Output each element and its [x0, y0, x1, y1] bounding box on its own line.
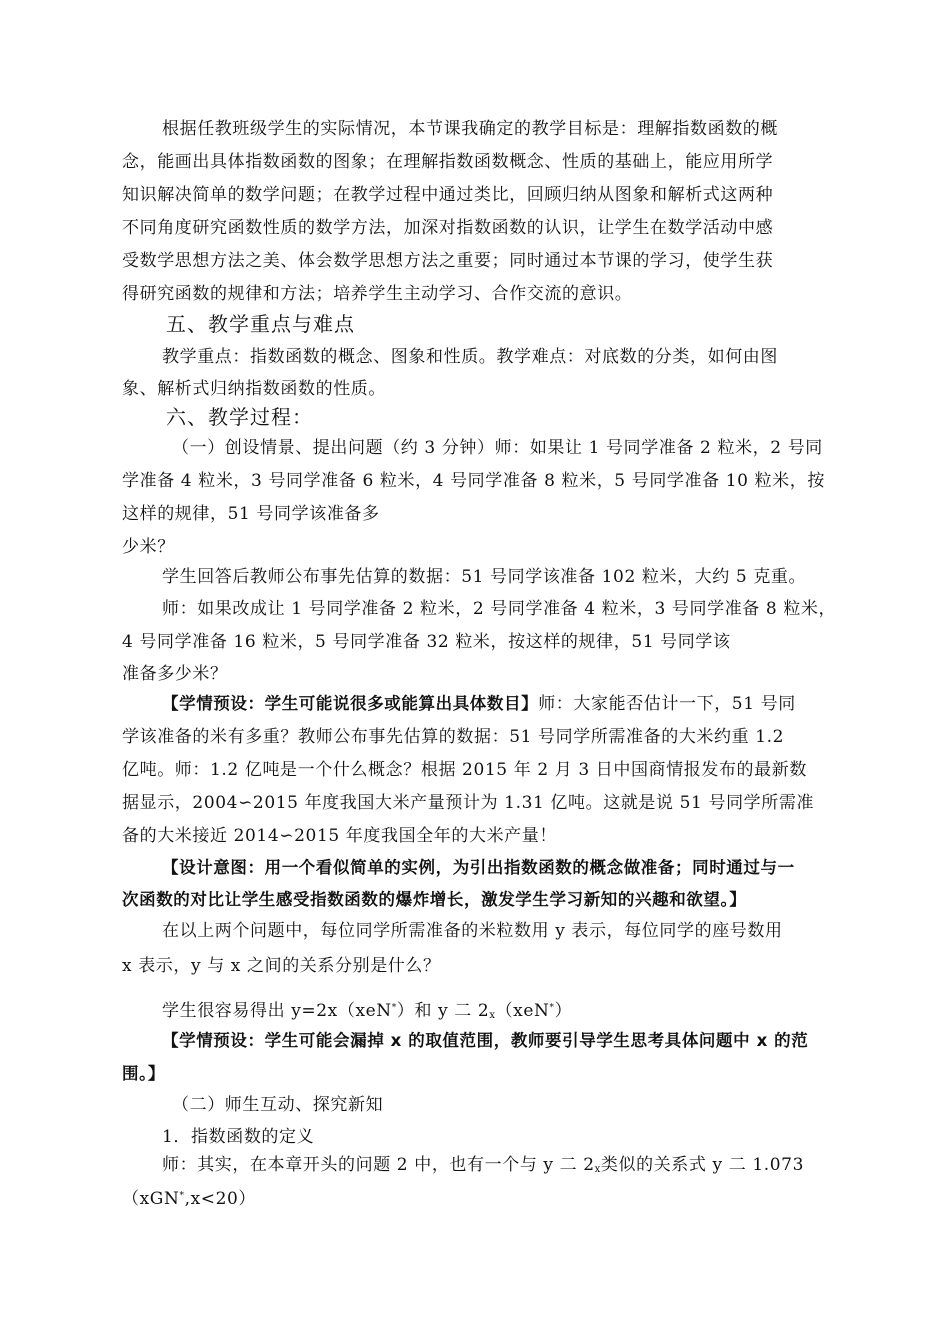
- paragraph-line: 教学重点：指数函数的概念、图象和性质。教学难点：对底数的分类，如何由图: [162, 347, 778, 367]
- paragraph-line: 这样的规律，51 号同学该准备多: [122, 504, 380, 524]
- paragraph-line: [162, 693, 796, 715]
- formula-line: （xGN*,x<20）: [122, 1189, 257, 1209]
- paragraph-line: 师：其实，在本章开头的问题 2 中，也有一个与 y 二 $2_x$类似的关系式 y 二 1.073: [162, 1155, 804, 1175]
- paragraph-line: 在以上两个问题中，每位同学所需准备的米粒数用 y 表示，每位同学的座号数用: [162, 921, 783, 941]
- subsection-heading: （二）师生互动、探究新知: [172, 1095, 384, 1115]
- paragraph-line: 受数学思想方法之美、体会数学思想方法之重要；同时通过本节课的学习，使学生获: [122, 251, 774, 271]
- paragraph-line: 知识解决简单的数学问题；在教学过程中通过类比，回顾归纳从图象和解析式这两种: [122, 185, 774, 205]
- paragraph-line: 据显示，2004∽2015 年度我国大米产量预计为 1.31 亿吨。这就是说 51 号同学所需准: [122, 793, 815, 813]
- paragraph-line: 根据任教班级学生的实际情况，本节课我确定的教学目标是：理解指数函数的概: [162, 119, 778, 139]
- paragraph-line: 象、解析式归纳指数函数的性质。: [122, 379, 386, 399]
- bold-annotation: 【学情预设：学生可能说很多或能算出具体数目】: [162, 694, 539, 713]
- paragraph-line: 准备多少米？: [122, 664, 228, 684]
- paragraph-line: 学准备 4 粒米，3 号同学准备 6 粒米，4 号同学准备 8 粒米，5 号同学准备 10 粒米，按: [122, 471, 825, 491]
- paragraph-line: 学该准备的米有多重？教师公布事先估算的数据：51 号同学所需准备的大米约重 1.2: [122, 727, 785, 747]
- paragraph-line: 备的大米接近 2014∽2015 年度我国全年的大米产量！: [122, 826, 557, 846]
- paragraph-line: 4 号同学准备 16 粒米，5 号同学准备 32 粒米，按这样的规律，51 号同学该: [122, 632, 731, 652]
- paragraph-line: 学生回答后教师公布事先估算的数据：51 号同学该准备 102 粒米，大约 5 克重。: [162, 567, 807, 587]
- subsection-heading: 1．指数函数的定义: [162, 1127, 315, 1147]
- paragraph-line: 念，能画出具体指数函数的图象；在理解指数函数概念、性质的基础上，能应用所学: [122, 152, 774, 172]
- bold-annotation: 围。】: [122, 1064, 166, 1083]
- paragraph-line: 亿吨。师：1.2 亿吨是一个什么概念？根据 2015 年 2 月 3 日中国商情报发布的最新数: [122, 760, 807, 780]
- paragraph-line: 得研究函数的规律和方法；培养学生主动学习、合作交流的意识。: [122, 284, 633, 304]
- formula-line: 学生很容易得出 y=2x（xeN*）和 y 二 $2_x(xeN^*)$: [162, 1001, 573, 1021]
- paragraph-line: x 表示，y 与 x 之间的关系分别是什么？: [122, 956, 441, 976]
- bold-annotation: 次函数的对比让学生感受指数函数的爆炸增长，激发学生学习新知的兴趣和欲望。】: [122, 890, 747, 909]
- paragraph-line: 少米？: [122, 537, 175, 557]
- bold-annotation: 【设计意图：用一个看似简单的实例，为引出指数函数的概念做准备；同时通过与一: [162, 858, 795, 877]
- paragraph-line: （一）创设情景、提出问题（约 3 分钟）师：如果让 1 号同学准备 2 粒米，2 号同: [172, 438, 823, 458]
- bold-annotation: 【学情预设：学生可能会漏掉 x 的取值范围，教师要引导学生思考具体问题中 x 的范: [162, 1031, 809, 1050]
- section-heading: 五、教学重点与难点: [166, 312, 355, 336]
- paragraph-line: 师：如果改成让 1 号同学准备 2 粒米，2 号同学准备 4 粒米，3 号同学准备 8 粒米，: [162, 599, 837, 619]
- paragraph-text: 师：大家能否估计一下，51 号同: [538, 694, 796, 714]
- paragraph-line: 不同角度研究函数性质的数学方法，加深对指数函数的认识，让学生在数学活动中感: [122, 218, 774, 238]
- section-heading: 六、教学过程：: [166, 405, 313, 429]
